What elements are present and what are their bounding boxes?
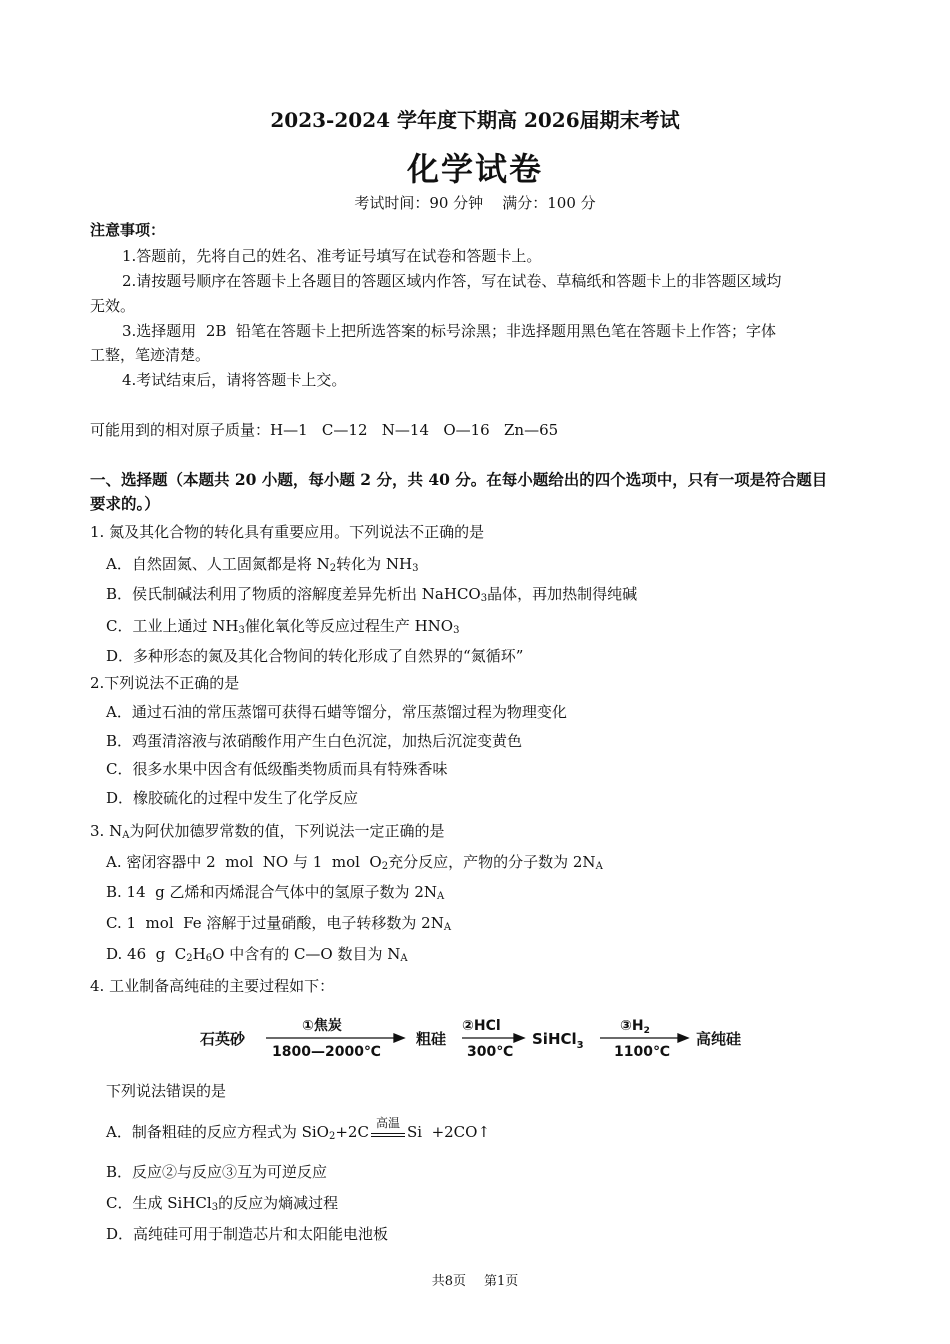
flow-step3-temp: 1100℃ — [614, 1044, 670, 1060]
flow-step1-temp: 1800—2000℃ — [272, 1044, 381, 1060]
atomic-masses: 可能用到的相对原子质量：H—1 C—12 N—14 O—16 Zn—65 — [90, 421, 559, 439]
silicon-process-flow — [190, 1008, 760, 1064]
q4-option-c: C．生成 SiHCl$_3$的反应为熵减过程 — [106, 1194, 339, 1213]
flow-step1-reagent: ①焦炭 — [302, 1018, 342, 1034]
q3-option-a: A. 密闭容器中 2 mol NO 与 1 mol $O_2$充分反应，产物的分子数为 $2N_A$ — [106, 853, 603, 872]
note-item-2-cont: 无效。 — [90, 297, 136, 315]
flow-node-pure-si: 高纯硅 — [696, 1030, 742, 1048]
q1-option-c: C．工业上通过 $NH_3$催化氧化等反应过程生产 $HNO_3$ — [106, 617, 460, 636]
question-1-stem: 1. 氮及其化合物的转化具有重要应用。下列说法不正确的是 — [90, 523, 485, 541]
total-pages: 共8页 — [431, 1274, 466, 1289]
q1-option-d: D．多种形态的氮及其化合物间的转化形成了自然界的“氮循环” — [106, 647, 524, 665]
exam-time-score: 考试时间：90 分钟 满分：100 分 — [354, 194, 596, 212]
note-item-1: 1.答题前，先将自己的姓名、准考证号填写在试卷和答题卡上。 — [122, 247, 542, 265]
flow-node-sihcl3: SiHCl$_3$ — [532, 1030, 584, 1051]
note-item-2: 2.请按题号顺序在答题卡上各题目的答题区域内作答，写在试卷、草稿纸和答题卡上的非答题区域均 — [122, 272, 782, 290]
question-3-stem: 3. $N_A$为阿伏加德罗常数的值，下列说法一定正确的是 — [90, 822, 445, 841]
q1-option-a: A．自然固氮、人工固氮都是将 $N_2$转化为 $NH_3$ — [106, 555, 419, 574]
q1-option-b: B．侯氏制碱法利用了物质的溶解度差异先析出 NaHCO$_3$晶体，再加热制得纯碱 — [106, 585, 638, 604]
q4-option-a: A．制备粗硅的反应方程式为 SiO$_2$+2C 高温 Si +2CO↑ — [106, 1116, 491, 1142]
note-item-3-cont: 工整，笔迹清楚。 — [90, 346, 211, 364]
condition-high-temp: 高温 — [375, 1116, 400, 1130]
note-item-3: 3.选择题用 2B 铅笔在答题卡上把所选答案的标号涂黑；非选择题用黑色笔在答题卡上作答；字体 — [122, 322, 776, 340]
section-heading-cont: 要求的。） — [90, 494, 160, 513]
flow-step2-reagent: ②HCl — [462, 1018, 501, 1034]
q2-option-a: A．通过石油的常压蒸馏可获得石蜡等馏分，常压蒸馏过程为物理变化 — [106, 703, 567, 721]
notes-heading: 注意事项： — [90, 221, 166, 239]
flow-node-crude-si: 粗硅 — [416, 1030, 447, 1048]
flow-step3-reagent: $③H_2$ — [620, 1018, 650, 1036]
section-heading: 一、选择题（本题共 20 小题，每小题 2 分，共 40 分。在每小题给出的四个选项中，只有一项是符合题目 — [90, 470, 828, 489]
question-2-stem: 2.下列说法不正确的是 — [90, 674, 240, 692]
page-number: 第1页 — [484, 1274, 519, 1289]
q2-option-c: C．很多水果中因含有低级酯类物质而具有特殊香味 — [106, 760, 448, 778]
subject-title: 化学试卷 — [406, 150, 543, 188]
q4-option-b: B．反应②与反应③互为可逆反应 — [106, 1163, 328, 1181]
q3-option-c: C. 1 mol Fe 溶解于过量硝酸，电子转移数为 $2N_A$ — [106, 914, 452, 933]
q2-option-d: D．橡胶硫化的过程中发生了化学反应 — [106, 789, 359, 807]
page-footer — [0, 1270, 950, 1289]
q4-prompt: 下列说法错误的是 — [106, 1082, 227, 1100]
exam-title: 2023-2024 学年度下期高 2026届期末考试 — [270, 108, 680, 132]
q3-option-d: D. 46 g $C_2H_6O$ 中含有的 C—O 数目为 $N_A$ — [106, 945, 408, 964]
note-item-4: 4.考试结束后，请将答题卡上交。 — [122, 371, 347, 389]
flow-step2-temp: 300℃ — [467, 1044, 514, 1060]
q3-option-b: B. 14 g 乙烯和丙烯混合气体中的氢原子数为 $2N_A$ — [106, 883, 445, 902]
flow-node-quartz-sand: 石英砂 — [200, 1030, 246, 1048]
q2-option-b: B．鸡蛋清溶液与浓硝酸作用产生白色沉淀，加热后沉淀变黄色 — [106, 732, 523, 750]
flow-arrows — [266, 1034, 688, 1042]
q4-option-d: D．高纯硅可用于制造芯片和太阳能电池板 — [106, 1225, 389, 1243]
question-4-stem: 4. 工业制备高纯硅的主要过程如下： — [90, 977, 335, 995]
